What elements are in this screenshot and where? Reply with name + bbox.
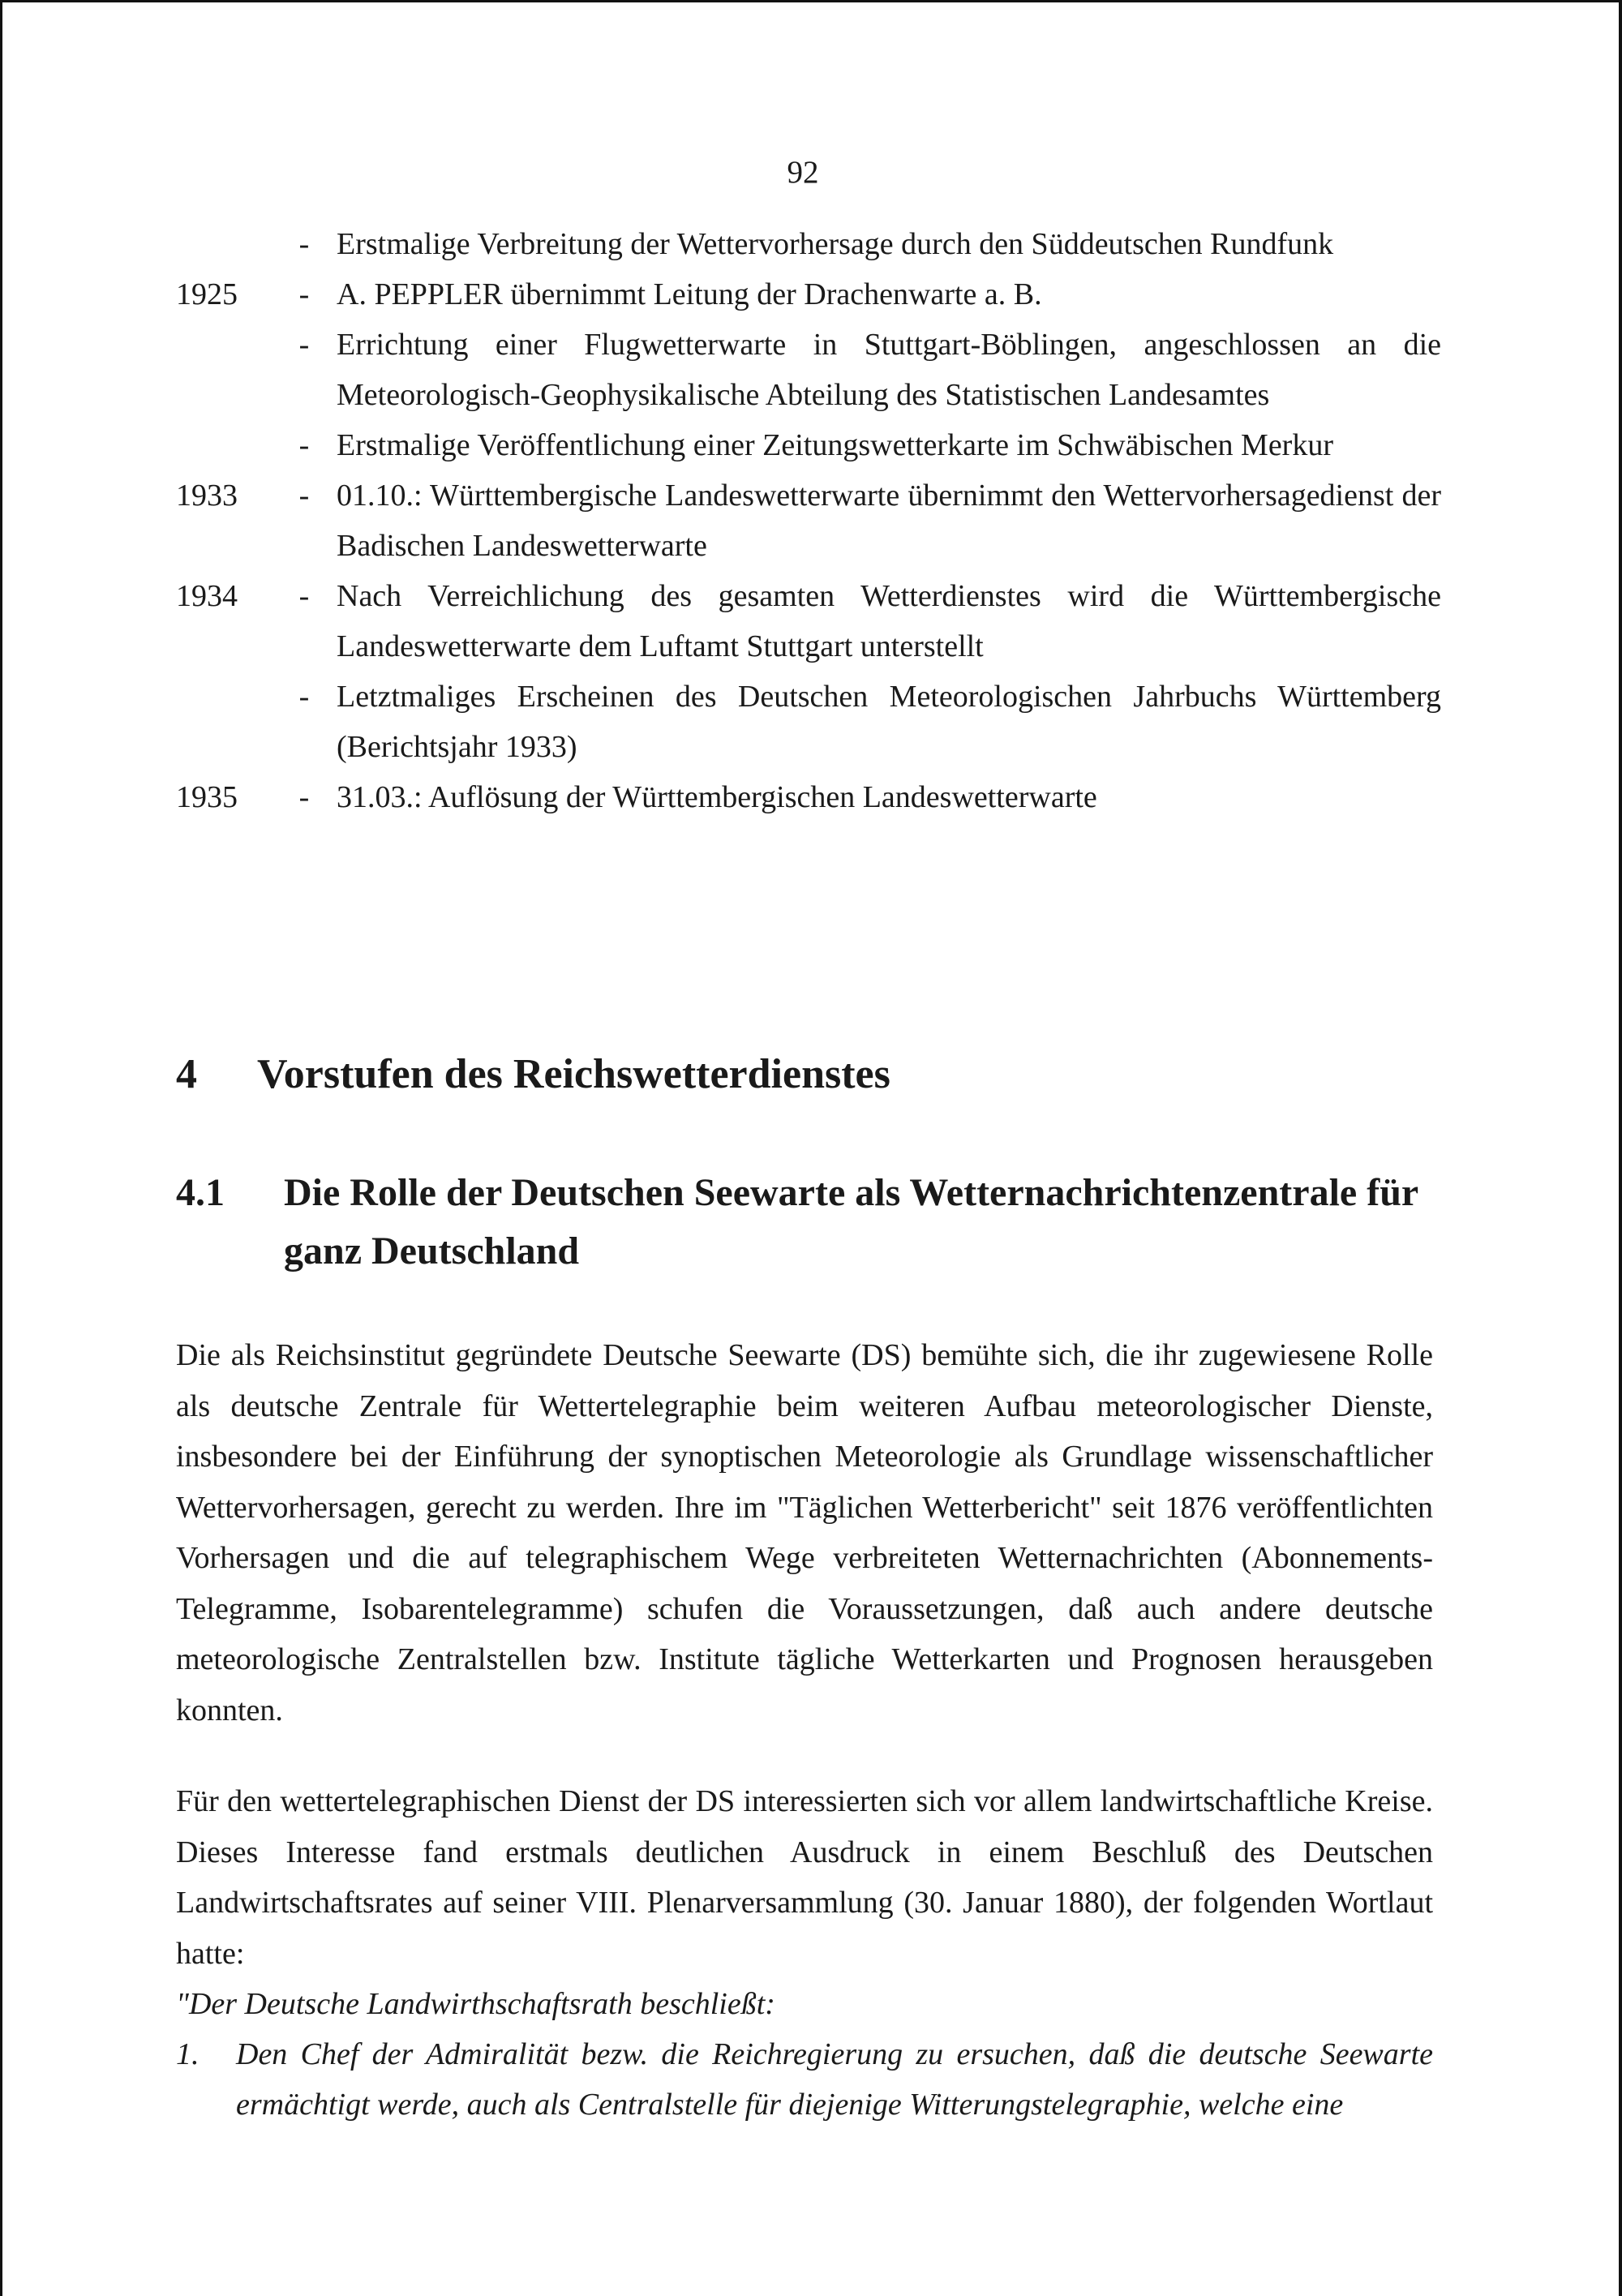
chronology-year: [176, 420, 272, 470]
chronology-dash: -: [298, 479, 310, 513]
subsection-number: 4.1: [176, 1171, 225, 1214]
chronology-text: 01.10.: Württembergische Landeswetterwarte übernimmt den Wettervorhersagedienst der Badischen Landeswetterwarte: [337, 479, 1441, 563]
chronology-text: Nach Verreichlichung des gesamten Wetterdienstes wird die Württembergische Landeswetterwarte dem Luftamt Stuttgart unterstellt: [337, 579, 1441, 663]
quote-intro: "Der Deutsche Landwirthschaftsrath beschließt:: [176, 1987, 775, 2021]
chronology-year: [176, 672, 272, 772]
chronology-text: A. PEPPLER übernimmt Leitung der Drachenwarte a. B.: [337, 277, 1042, 311]
chronology-dash: -: [298, 277, 310, 311]
subsection-heading: [176, 1164, 1449, 1281]
chronology-year: 1925: [176, 277, 238, 311]
section-number: 4: [176, 1051, 197, 1097]
quote-list-item: [176, 2029, 1433, 2130]
chronology-year: 1935: [176, 780, 238, 814]
chronology-entry: [176, 772, 1441, 822]
chronology-entry: [176, 320, 1441, 420]
chronology-dash: -: [298, 428, 310, 462]
chronology-dash: -: [298, 579, 310, 613]
scan-border-top: [0, 0, 1622, 2]
chronology-list: [176, 219, 1441, 822]
chronology-text: Errichtung einer Flugwetterwarte in Stuttgart-Böblingen, angeschlossen an die Meteorologisch-Geophysikalische Abteilung des Statistischen Landesamtes: [337, 328, 1441, 412]
chronology-dash: -: [298, 780, 310, 814]
chronology-text: Erstmalige Verbreitung der Wettervorhersage durch den Süddeutschen Rundfunk: [337, 227, 1334, 261]
chronology-entry: [176, 219, 1441, 269]
scan-border-right: [1619, 0, 1622, 2296]
chronology-year: 1933: [176, 479, 238, 513]
chronology-text: Letztmaliges Erscheinen des Deutschen Meteorologischen Jahrbuchs Württemberg (Berichtsjahr 1933): [337, 680, 1441, 764]
chronology-entry: [176, 571, 1441, 672]
chronology-text: 31.03.: Auflösung der Württembergischen Landeswetterwarte: [337, 780, 1097, 814]
chronology-entry: [176, 420, 1441, 470]
body-paragraph-1: Die als Reichsinstitut gegründete Deutsche Seewarte (DS) bemühte sich, die ihr zugewiesene Rolle als deutsche Zentrale für Wettertelegraphie beim weiteren Aufbau meteorologischer Dienste, insbesondere bei der Einführung der synoptischen Meteorologie als Grundlage wissenschaftlicher Wettervorhersagen, gerecht zu werden. Ihre im "Täglichen Wetterbericht" seit 1876 veröffentlichten Vorhersagen und die auf telegraphischem Wege verbreiteten Wetternachrichten (Abonnements-Telegramme, Isobarentelegramme) schufen die Voraussetzungen, daß auch andere deutsche meteorologische Zentralstellen bzw. Institute tägliche Wetterkarten und Prognosen herausgeben konnten.: [176, 1338, 1433, 1727]
chronology-dash: -: [298, 680, 310, 714]
chronology-entry: [176, 470, 1441, 571]
quote-item-number: 1.: [176, 2037, 200, 2071]
chronology-dash: -: [298, 328, 310, 362]
chronology-year: [176, 219, 272, 269]
chronology-year: [176, 320, 272, 420]
quote-item-text: Den Chef der Admiralität bezw. die Reichregierung zu ersuchen, daß die deutsche Seewarte ermächtigt werde, auch als Centralstelle für diejenige Witterungstelegraphie, welche eine: [236, 2037, 1433, 2122]
section-heading: [176, 1050, 890, 1098]
chronology-year: 1934: [176, 579, 238, 613]
section-title: Vorstufen des Reichswetterdienstes: [257, 1051, 890, 1097]
chronology-entry: [176, 269, 1441, 320]
body-paragraph-2: Für den wettertelegraphischen Dienst der DS interessierten sich vor allem landwirtschaftliche Kreise. Dieses Interesse fand erstmals deutlichen Ausdruck in einem Beschluß des Deutschen Landwirtschaftsrates auf seiner VIII. Plenarversammlung (30. Januar 1880), der folgenden Wortlaut hatte:: [176, 1784, 1433, 1971]
scan-border-left: [0, 0, 2, 2296]
chronology-text: Erstmalige Veröffentlichung einer Zeitungswetterkarte im Schwäbischen Merkur: [337, 428, 1333, 462]
chronology-entry: [176, 672, 1441, 772]
page-number: 92: [787, 155, 819, 190]
subsection-title: Die Rolle der Deutschen Seewarte als Wetternachrichtenzentrale für ganz Deutschland: [284, 1171, 1418, 1272]
chronology-dash: -: [298, 227, 310, 261]
